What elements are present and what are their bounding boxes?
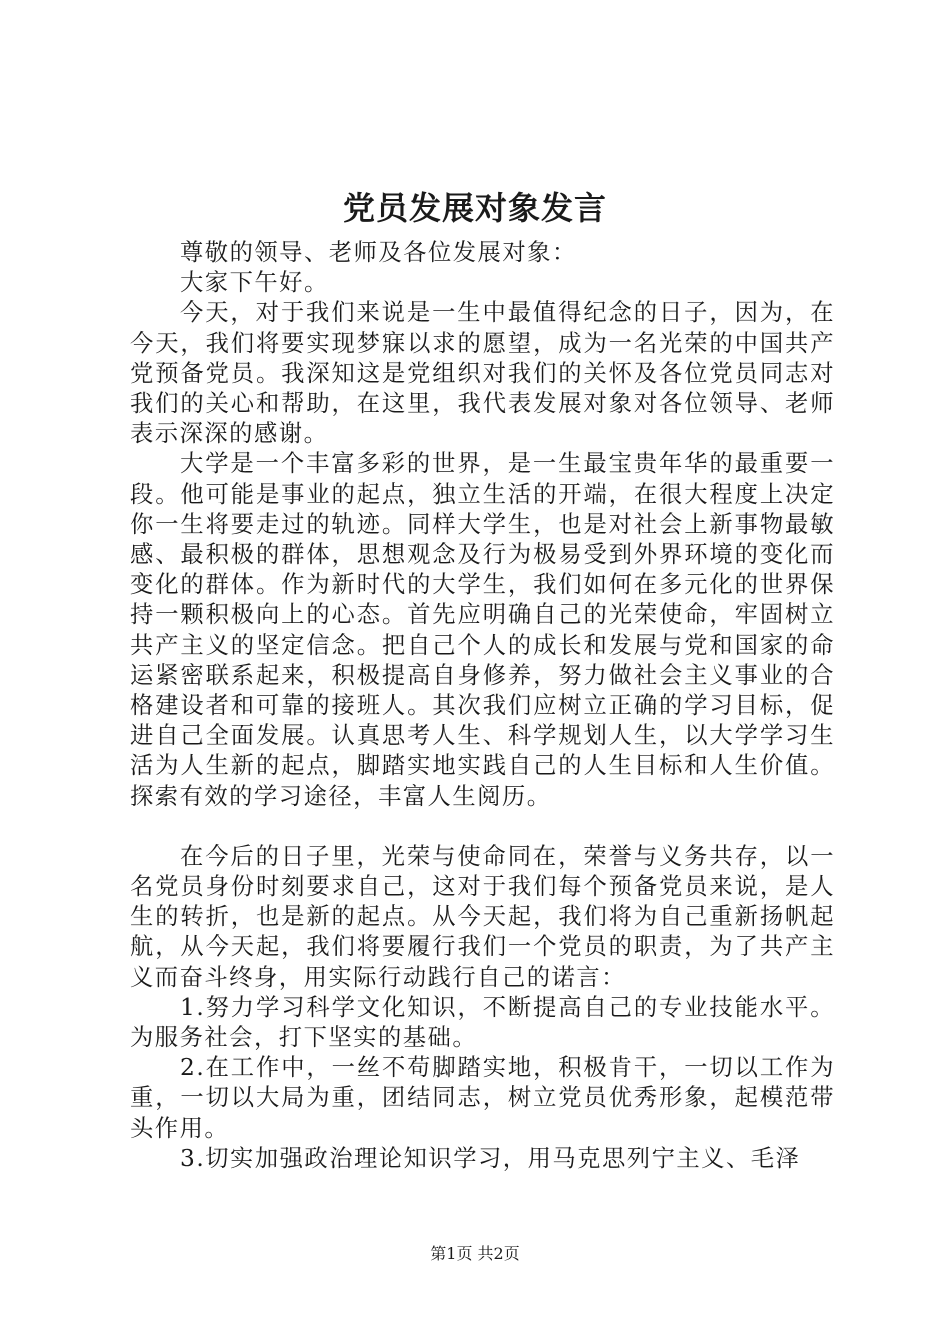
body-paragraph: 今天，对于我们来说是一生中最值得纪念的日子，因为，在今天，我们将要实现梦寐以求的愿望，成为一名光荣的中国共产党预备党员。我深知这是党组织对我们的关怀及各位党员同志对我们的关心和帮助，在这里，我代表发展对象对各位领导、老师表示深深的感谢。 — [130, 299, 835, 448]
body-paragraph: 在今后的日子里，光荣与使命同在，荣誉与义务共存，以一名党员身份时刻要求自己，这对于我们每个预备党员来说，是人生的转折，也是新的起点。从今天起，我们将为自己重新扬帆起航，从今天起，我们将要履行我们一个党员的职责，为了共产主义而奋斗终身，用实际行动践行自己的诺言： — [130, 842, 835, 991]
document-body — [130, 238, 835, 1174]
list-item: 2.在工作中，一丝不苟脚踏实地，积极肯干，一切以工作为重，一切以大局为重，团结同志，树立党员优秀形象，起模范带头作用。 — [130, 1054, 835, 1142]
list-item: 1.努力学习科学文化知识，不断提高自己的专业技能水平。为服务社会，打下坚实的基础。 — [130, 993, 835, 1052]
body-paragraph: 大学是一个丰富多彩的世界，是一生最宝贵年华的最重要一段。他可能是事业的起点，独立生活的开端，在很大程度上决定你一生将要走过的轨迹。同样大学生，也是对社会上新事物最敏感、最积极的群体，思想观念及行为极易受到外界环境的变化而变化的群体。作为新时代的大学生，我们如何在多元化的世界保持一颗积极向上的心态。首先应明确自己的光荣使命，牢固树立共产主义的坚定信念。把自己个人的成长和发展与党和国家的命运紧密联系起来，积极提高自身修养，努力做社会主义事业的合格建设者和可靠的接班人。其次我们应树立正确的学习目标，促进自己全面发展。认真思考人生、科学规划人生，以大学学习生活为人生新的起点，脚踏实地实践自己的人生目标和人生价值。探索有效的学习途径，丰富人生阅历。 — [130, 450, 835, 810]
list-item: 3.切实加强政治理论知识学习，用马克思列宁主义、毛泽 — [180, 1144, 801, 1172]
document-title: 党员发展对象发言 — [342, 189, 607, 227]
page-number-footer: 第1页 共2页 — [430, 1244, 520, 1263]
salutation-paragraph: 尊敬的领导、老师及各位发展对象： — [180, 239, 577, 266]
greeting-paragraph: 大家下午好。 — [180, 269, 329, 297]
